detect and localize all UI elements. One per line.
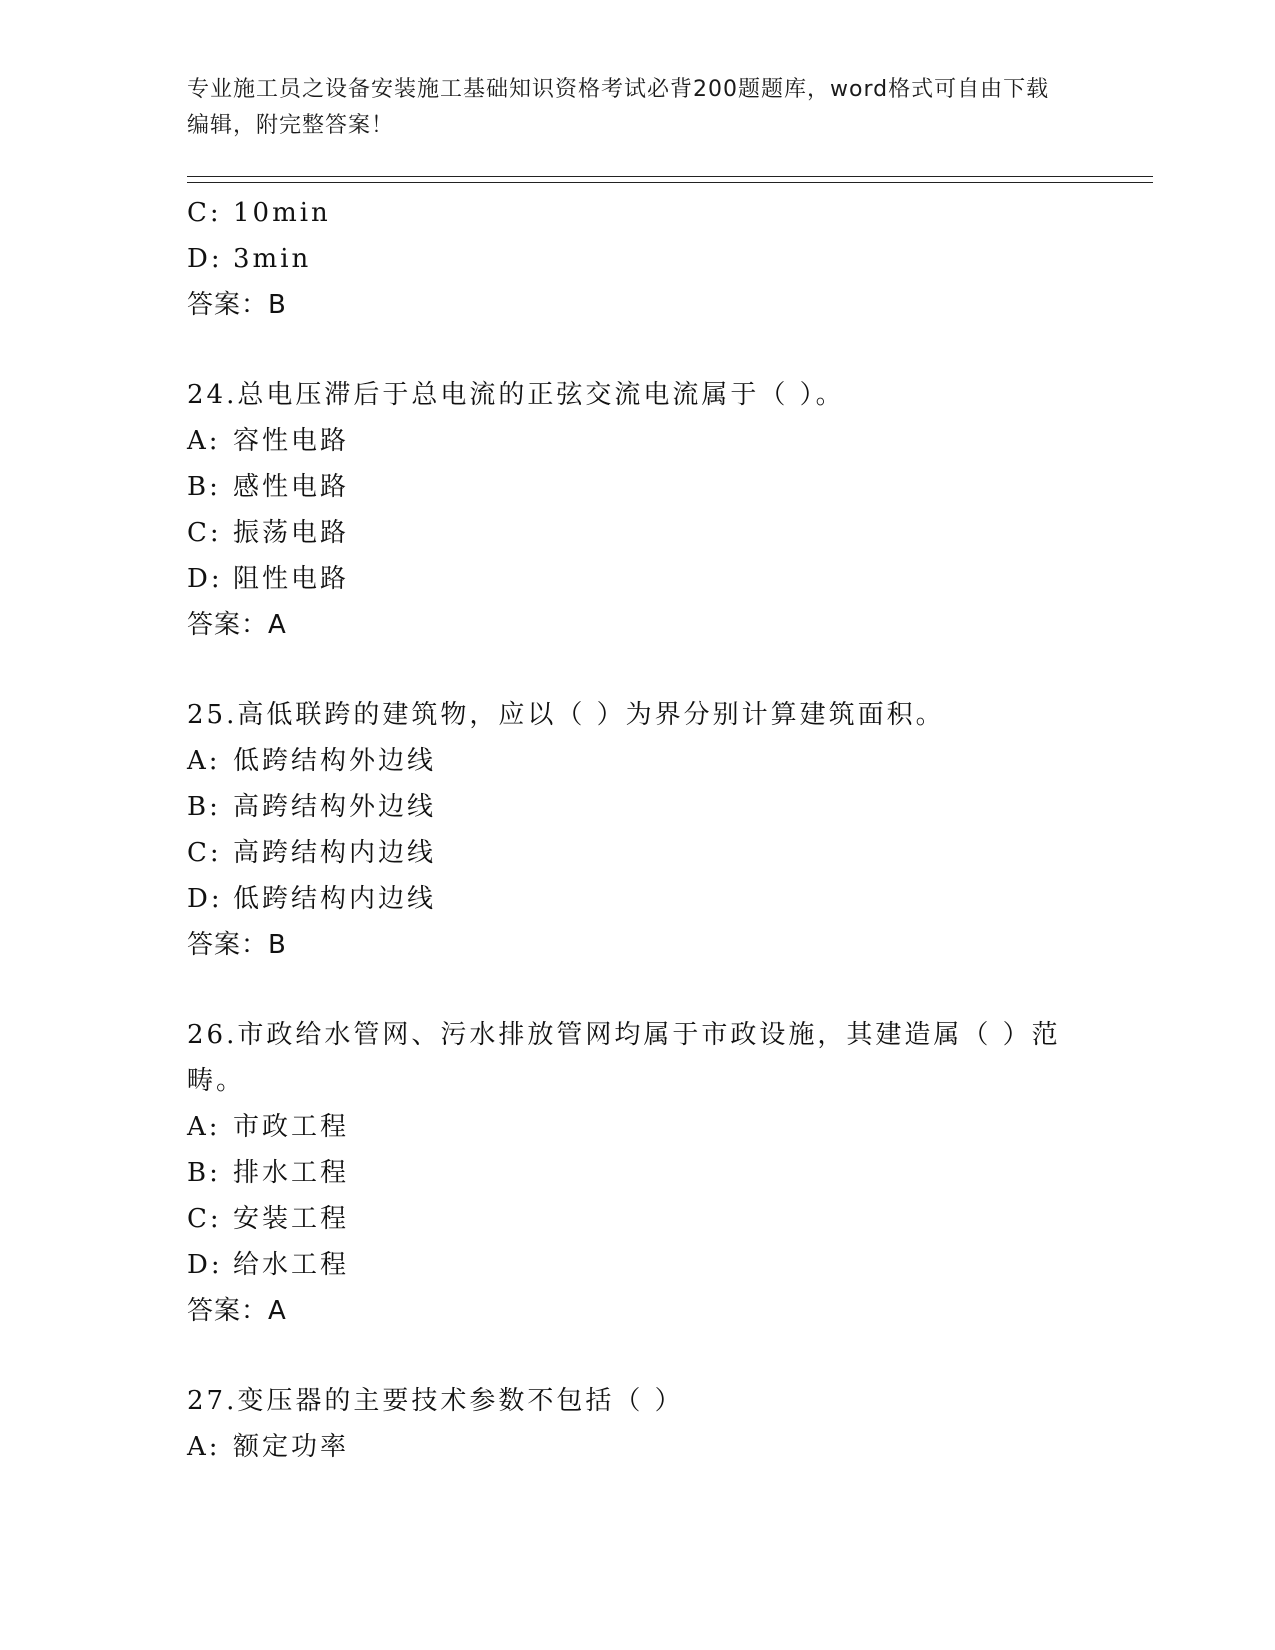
option-a: A: 额定功率 xyxy=(187,1432,350,1462)
option-b: B: 感性电路 xyxy=(187,472,350,502)
document-header xyxy=(187,72,1067,144)
question-stem: 26.市政给水管网、污水排放管网均属于市政设施，其建造属（ ）范畴。 xyxy=(187,1020,1061,1096)
answer-line: 答案：B xyxy=(187,290,287,320)
option-c: C: 振荡电路 xyxy=(187,518,350,548)
header-title: 专业施工员之设备安装施工基础知识资格考试必背200题题库，word格式可自由下载编辑，附完整答案！ xyxy=(187,77,1050,138)
question-stem: 27.变压器的主要技术参数不包括（ ） xyxy=(187,1386,684,1416)
option-c: C: 10min xyxy=(187,198,331,228)
question-stem: 25.高低联跨的建筑物，应以（ ）为界分别计算建筑面积。 xyxy=(187,700,945,730)
document-body xyxy=(187,190,1087,1470)
option-c: C: 安装工程 xyxy=(187,1204,350,1234)
option-d: D: 阻性电路 xyxy=(187,564,350,594)
option-c: C: 高跨结构内边线 xyxy=(187,838,437,868)
option-b: B: 排水工程 xyxy=(187,1158,350,1188)
option-a: A: 容性电路 xyxy=(187,426,350,456)
option-d: D: 给水工程 xyxy=(187,1250,350,1280)
option-b: B: 高跨结构外边线 xyxy=(187,792,437,822)
option-d: D: 低跨结构内边线 xyxy=(187,884,437,914)
question-stem: 24.总电压滞后于总电流的正弦交流电流属于（ ）。 xyxy=(187,380,845,410)
option-a: A: 市政工程 xyxy=(187,1112,350,1142)
header-rule-bottom xyxy=(187,182,1153,183)
answer-line: 答案：A xyxy=(187,610,287,640)
answer-line: 答案：A xyxy=(187,1296,287,1326)
header-rule-top xyxy=(187,176,1153,177)
option-d: D: 3min xyxy=(187,244,312,274)
answer-line: 答案：B xyxy=(187,930,287,960)
option-a: A: 低跨结构外边线 xyxy=(187,746,437,776)
